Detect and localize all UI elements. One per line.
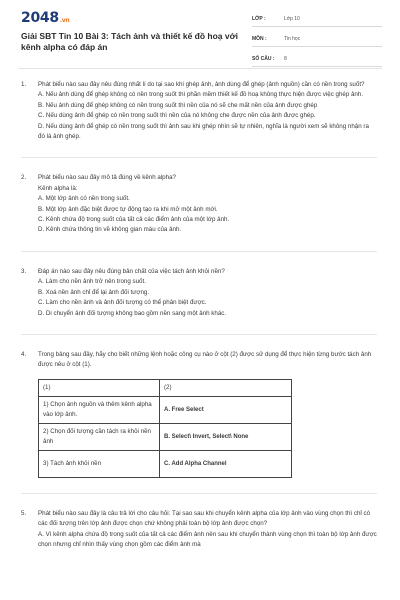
option-d: D. Nếu dùng ảnh để ghép có nền trong suốt thì ảnh sau khi ghép nhìn sẽ tự nhiên, nghĩa là người xem sẽ không nhận ra đó là ảnh ghép. bbox=[38, 122, 369, 141]
meta-row-subject bbox=[252, 33, 382, 47]
question-divider bbox=[21, 157, 377, 158]
question-5 bbox=[21, 509, 377, 551]
question-list bbox=[21, 80, 377, 565]
option-a: A. Một lớp ảnh có nền trong suốt. bbox=[38, 195, 130, 203]
question-divider bbox=[21, 251, 377, 252]
option-a: A. Nếu ảnh dùng để ghép không có nền trong suốt thì phần mềm thiết kế đồ hoạ không thực hiện được việc ghép ảnh. bbox=[38, 91, 364, 99]
page-title: Giải SBT Tin 10 Bài 3: Tách ảnh và thiết kế đồ hoạ với kênh alpha có đáp án bbox=[21, 31, 239, 52]
option-a: A. Làm cho nền ảnh trở nên trong suốt. bbox=[38, 278, 146, 286]
site-logo[interactable]: 2048.vn bbox=[21, 10, 70, 26]
page-header bbox=[0, 0, 400, 66]
logo-tld: .vn bbox=[59, 17, 70, 24]
meta-row-count bbox=[252, 53, 382, 67]
meta-row-class bbox=[252, 13, 382, 27]
question-3 bbox=[21, 267, 377, 319]
question-subtext: Kênh alpha là: bbox=[38, 184, 78, 192]
question-1 bbox=[21, 80, 377, 142]
meta-label: MÔN : bbox=[252, 36, 267, 42]
option-b: B. Xoá nền ảnh chỉ để lại ảnh đối tượng. bbox=[38, 288, 150, 296]
question-4 bbox=[21, 350, 377, 478]
option-c: C. Nếu dùng ảnh để ghép có nền trong suốt thì nền của nó không che được nền của ảnh được ghép. bbox=[38, 112, 316, 120]
question-text: Phát biểu nào sau đây nêu đúng nhất lí do tại sao khi ghép ảnh, ảnh dùng để ghép (ảnh nguồn) cần có nền trong suốt? bbox=[38, 81, 365, 88]
question-text: Phát biểu nào sau đây là câu trả lời cho câu hỏi: Tại sao sau khi chuyển kênh alpha của lớp ảnh vào vùng chọn thì chỉ có các đối tượng trên lớp ảnh được chọn chứ không phải toàn bộ lớp ảnh được chọn? bbox=[38, 509, 371, 528]
table-cell-step: 1) Chọn ảnh nguồn và thêm kênh alpha vào lớp ảnh. bbox=[39, 396, 160, 423]
table-header-cell: (2) bbox=[160, 379, 292, 396]
table-cell-tool: B. Select\ Invert, Select\ None bbox=[160, 423, 292, 450]
question-number: 2. bbox=[21, 174, 27, 182]
table-cell-step: 3) Tách ảnh khỏi nền bbox=[39, 450, 160, 477]
question-2 bbox=[21, 173, 377, 235]
table-cell-tool: C. Add Alpha Channel bbox=[160, 450, 292, 477]
question-text: Phát biểu nào sau đây mô tả đúng về kênh alpha? bbox=[38, 174, 176, 182]
question-number: 4. bbox=[21, 350, 27, 358]
matching-table bbox=[38, 379, 292, 478]
header-divider bbox=[18, 68, 382, 69]
meta-value: Tin học bbox=[284, 36, 301, 42]
option-c: C. Làm cho nền ảnh và ảnh đối tượng có thể phân biệt được. bbox=[38, 299, 207, 307]
question-number: 3. bbox=[21, 267, 27, 275]
question-text: Đáp án nào sau đây nêu đúng bản chất của việc tách ảnh khỏi nền? bbox=[38, 267, 225, 275]
option-b: B. Một lớp ảnh đặc biệt được tự động tạo ra khi mở một ảnh mới. bbox=[38, 205, 218, 213]
table-row bbox=[39, 423, 292, 450]
option-c: C. Kênh chứa độ trong suốt của tất cả các điểm ảnh của một lớp ảnh. bbox=[38, 216, 230, 224]
meta-value: 8 bbox=[284, 56, 287, 62]
table-header-row bbox=[39, 379, 292, 396]
question-text: Trong bảng sau đây, hãy cho biết những lệnh hoặc công cụ nào ở cột (2) được sử dụng để thực hiện từng bước tách ảnh được nêu ở cột (1). bbox=[38, 350, 372, 369]
meta-label: LỚP : bbox=[252, 16, 266, 22]
question-number: 5. bbox=[21, 509, 27, 517]
question-divider bbox=[21, 493, 377, 494]
table-row bbox=[39, 396, 292, 423]
option-d: D. Di chuyển ảnh đối tượng không bao gồm nền sang một ảnh khác. bbox=[38, 309, 227, 317]
meta-label: SỐ CÂU : bbox=[252, 56, 275, 62]
table-header-cell: (1) bbox=[39, 379, 160, 396]
question-divider bbox=[21, 334, 377, 335]
question-number: 1. bbox=[21, 81, 27, 88]
meta-value: Lớp 10 bbox=[284, 16, 300, 22]
table-cell-step: 2) Chọn đối tượng cần tách ra khỏi nền ảnh bbox=[39, 423, 160, 450]
document-meta bbox=[252, 13, 382, 73]
table-cell-tool: A. Free Select bbox=[160, 396, 292, 423]
table-row bbox=[39, 450, 292, 477]
option-a: A. Vì kênh alpha chứa độ trong suốt của tất cả các điểm ảnh nên sau khi chuyển thành vùng chọn thì toàn bộ lớp ảnh được chọn nhưng chỉ nhìn thấy vùng chọn gồm các điểm ảnh mà bbox=[38, 530, 377, 548]
option-b: B. Nếu ảnh dùng để ghép không có nền trong suốt thì nền của nó sẽ che mất nền của ảnh được ghép bbox=[38, 101, 318, 109]
option-d: D. Kênh chứa thông tin về không gian màu của ảnh. bbox=[38, 226, 182, 234]
